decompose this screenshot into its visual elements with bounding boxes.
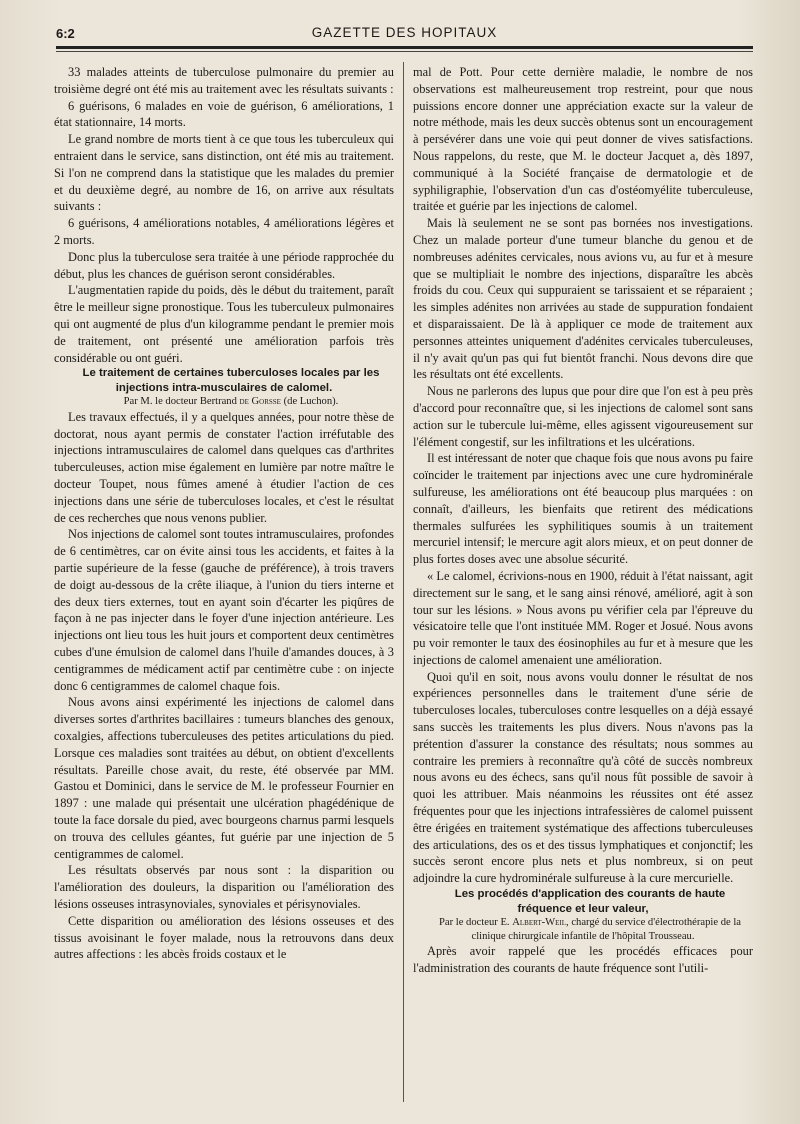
paragraph: 6 guérisons, 6 malades en voie de guérison, 6 améliorations, 1 état stationnaire, 14 morts.: [54, 98, 394, 130]
paragraph: Nos injections de calomel sont toutes intramusculaires, profondes de 6 centimètres, car on évite ainsi tous les accidents, et faites à la partie supérieure de la fesse (gauche de préférence), à trois travers de doigt au-dessous de la crête iliaque, à l'union du tiers interne et des deux tiers externes, tout en ayant soin d'écarter les piqûres de façon à ne pas injecter dans le foyer d'une injection antérieure. Les injections ont lieu tous les huit jours et comportent deux centimètres cubes d'une émulsion de calomel dans l'huile d'amandes douces, à 3 centigrammes de médicament actif par centimètre cube : on injecte donc 6 centigrammes de calomel chaque fois.: [54, 527, 394, 693]
paragraph: L'augmentatien rapide du poids, dès le début du traitement, paraît être le meilleur signe pronostique. Tous les tuberculeux pulmonaires qui ont augmenté de plus d'un kilogramme pendant le premier mois de traitement, ont présenté une amélioration parfois très considérable ou ont guéri.: [54, 283, 394, 365]
byline-prefix: Par le docteur E.: [438, 917, 513, 929]
paragraph: Quoi qu'il en soit, nous avons voulu donner le résultat de nos expériences personnelles dans le traitement d'une série de tuberculoses locales, tuberculoses contre lesquelles on a déjà essayé sans succès les traitements les plus divers. Nous n'avons pas la prétention d'assurer la constance des résultats; nous sommes au contraire les premiers à reconnaître qu'à côté de succès nombreux nous avons eu des échecs, sans qu'il nous fût possible de savoir à quoi les attribuer. Mais néanmoins les réussites ont été assez fréquentes pour que les injections intrafessières de calomel puissent être érigées en traitement systématique des affections tuberculeuses des articulations, des os et des tissus lymphatiques et conjonctif; les succès seront encore plus nets et plus nombreux, si on peut adjoindre la cure hydrominérale sulfureuse à la cure mercurielle.: [413, 669, 753, 886]
header-rule-thick: [56, 46, 753, 49]
paragraph: Nous avons ainsi expérimenté les injections de calomel dans diverses sortes d'arthrites bacillaires : tumeurs blanches des genoux, coxalgies, affections tuberculeuses des petites articulations du pied. Lorsque ces maladies sont traitées au début, on obtient d'excellents résultats. Pareille chose avait, du reste, été observée par MM. Gastou et Dominici, dans le service de M. le professeur Fournier en 1897 : une malade qui présentait une ulcération phagédénique de toute la face dorsale du pied, avec bourgeons charnus parmi lesquels on trouva des cellules géantes, fut guérie par une injection de 5 centigrammes de calomel.: [54, 695, 394, 861]
byline-author: Albert-Weil: [512, 917, 567, 929]
section-title: Les procédés d'application des courants de haute fréquence et leur valeur,: [454, 888, 726, 915]
byline: [413, 916, 753, 943]
right-column: [413, 64, 753, 977]
journal-title: GAZETTE DES HOPITAUX: [311, 25, 498, 40]
paragraph: Mais là seulement ne se sont pas bornées nos investigations. Chez un malade porteur d'une tumeur blanche du genou et de nombreuses adénites cervicales, nous avions vu, au fur et à mesure que se multipliait le nombre des injections, disparaître les abcès froids du cou. Ceux qui suppuraient se tarissaient et se réparaient ; les simples adénites non arrivées au stade de suppuration fondaient et disparaissaient. De là à appliquer ce mode de traitement aux personnes atteintes uniquement d'adénites cervicales tuberculeuses, il n'y avait qu'un pas qui fut bientôt franchi. Nous devons dire que les résultats ont été excellents.: [413, 216, 753, 382]
paragraph: 33 malades atteints de tuberculose pulmonaire du premier au troisième degré ont été mis au traitement avec les résultats suivants :: [54, 65, 394, 96]
byline-suffix: , chargé du service d'électrothérapie de la clinique chirurgicale infantile de l'hôpital Trousseau.: [471, 917, 741, 942]
paragraph: Le grand nombre de morts tient à ce que tous les tuberculeux qui entraient dans le service, sans distinction, ont été mis au traitement. Si l'on ne comprend dans la statistique que les malades du premier et du deuxième degré, au nombre de 16, on arrive aux résultats suivants :: [54, 132, 394, 214]
column-divider: [403, 62, 404, 1102]
page-header: [56, 22, 753, 44]
paragraph: Cette disparition ou amélioration des lésions osseuses et des tissus avoisinant le foyer malade, nous la retrouvons dans deux autres affections : les abcès froids costaux et le: [54, 913, 394, 962]
paragraph: mal de Pott. Pour cette dernière maladie, le nombre de nos observations est malheureusement trop restreint, pour que nous puissions encore donner une appréciation exacte sur la valeur de notre méthode, mais les deux succès obtenus sont un encouragement à persévérer dans une voie qui peut donner de vives satisfactions. Nous rappelons, du reste, que M. le docteur Jacquet a, dès 1897, communiqué à la Société française de dermatologie et de syphiligraphie, l'observation d'un cas d'ostéomyélite tuberculeuse, traitée et guérie par les injections de calomel.: [413, 65, 753, 214]
paragraph: Les résultats observés par nous sont : la disparition ou l'amélioration des douleurs, la disparition ou l'amélioration des lésions osseuses intrasynoviales, synoviales et périsynoviales.: [54, 863, 394, 911]
left-column: [54, 64, 394, 963]
paragraph: 6 guérisons, 4 améliorations notables, 4 améliorations légères et 2 morts.: [54, 216, 394, 247]
byline-prefix: Par M. le docteur Bertrand: [123, 396, 240, 408]
paragraph: Il est intéressant de noter que chaque fois que nous avons pu faire coïncider le traitement par injections avec une cure hydrominérale sulfureuse, les améliorations ont été beaucoup plus marquées : on connaît, d'ailleurs, les bienfaits que retirent des médications thermales sulfurées les syphilitiques soumis à un traitement mercuriel intensif; le mercure agit alors mieux, et on peut donner de plus fortes doses avec une absolue sécurité.: [413, 451, 753, 567]
paragraph: Donc plus la tuberculose sera traitée à une période rapprochée du début, plus les chances de guérison seront considérables.: [54, 249, 394, 281]
section-title: Le traitement de certaines tuberculoses locales par les injections intra-musculaires de calomel.: [82, 367, 380, 394]
header-rule-thin: [56, 51, 753, 52]
paragraph: Après avoir rappelé que les procédés efficaces pour l'administration des courants de haute fréquence sont l'utili-: [413, 944, 753, 975]
byline: [54, 395, 394, 409]
byline-author: de Gorsse: [239, 396, 281, 408]
page-number: 6:2: [56, 26, 75, 41]
paragraph: Les travaux effectués, il y a quelques années, pour notre thèse de doctorat, nous ayant permis de constater l'action irréfutable des injections intramusculaires de calomel dans quelques cas d'arthrites tuberculeuses, action mise également en lumière par notre maître le docteur Toupet, nous fûmes amené à étudier l'action de ces injections dans une série de tuberculoses locales, et c'est le résultat de ces recherches que nous venons publier.: [54, 409, 394, 525]
byline-suffix: (de Luchon).: [280, 396, 339, 408]
paragraph: « Le calomel, écrivions-nous en 1900, réduit à l'état naissant, agit directement sur le sang, et le sang ainsi rénové, amélioré, agit à son tour sur les lésions. » Nous avons pu vérifier cela par l'épreuve du vésicatoire telle que l'ont instituée MM. Roger et Josué. Nous avons pu voir remonter le taux des éosinophiles au fur et à mesure que les injections de calomel amenaient une amélioration.: [413, 568, 753, 667]
paragraph: Nous ne parlerons des lupus que pour dire que l'on est à peu près d'accord pour reconnaître que, si les injections de calomel sont sans action sur le tubercule lui-même, elles agissent vigoureusement sur l'élément congestif, sur les infiltrations et les ulcérations.: [413, 384, 753, 449]
